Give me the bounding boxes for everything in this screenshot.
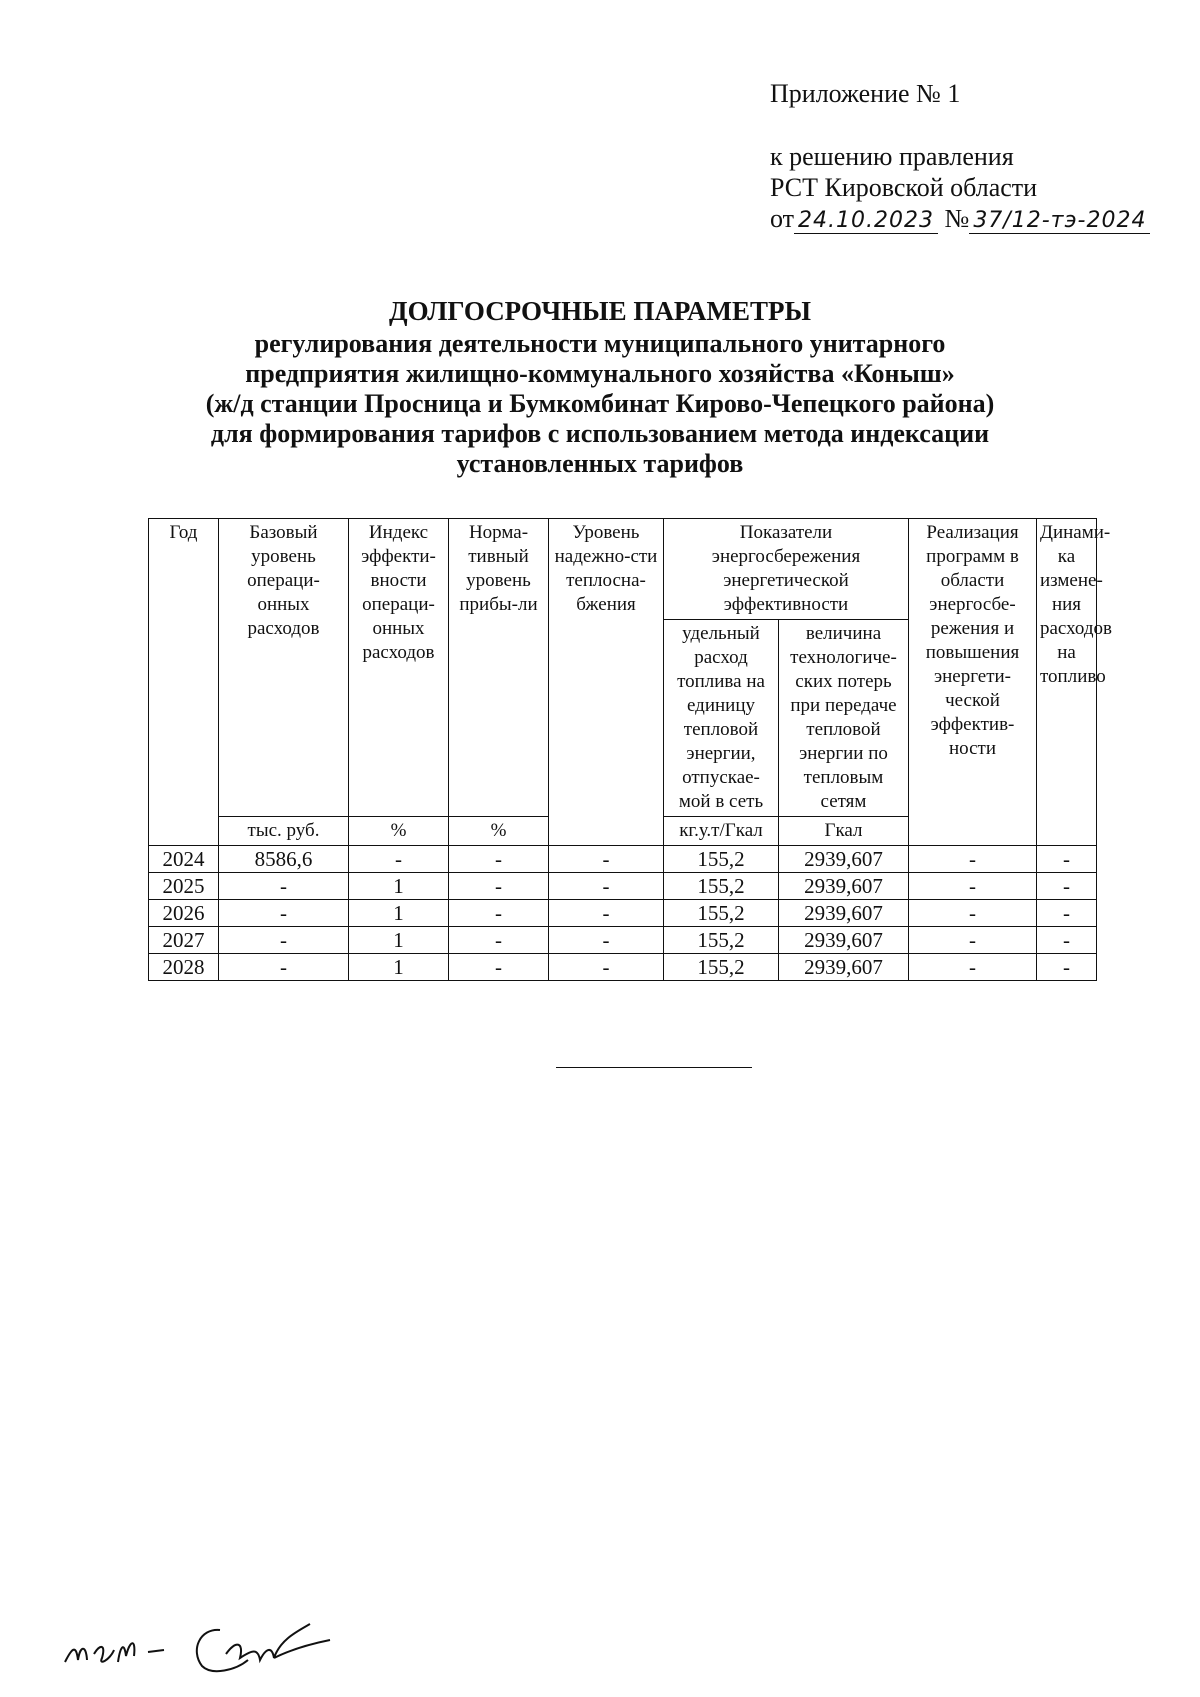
cell-year: 2026 [149,900,219,927]
cell-profit: - [449,846,549,873]
cell-base: - [219,927,349,954]
heading-main: ДОЛГОСРОЧНЫЕ ПАРАМЕТРЫ [389,296,811,326]
unit-losses: Гкал [779,817,909,846]
appendix-block [770,78,1170,234]
cell-fuel: 155,2 [664,927,779,954]
header-programs: Реализация программ в области энергосбе-режения и повышения энергети-ческой эффектив-ности [909,519,1037,846]
cell-fuel: 155,2 [664,873,779,900]
cell-dynamics: - [1037,954,1097,981]
cell-base: - [219,873,349,900]
cell-profit: - [449,900,549,927]
heading-line: предприятия жилищно-коммунального хозяйства «Коныш» [245,359,955,388]
cell-dynamics: - [1037,927,1097,954]
end-rule [556,1067,752,1068]
cell-programs: - [909,954,1037,981]
cell-reliability: - [549,873,664,900]
cell-losses: 2939,607 [779,927,909,954]
heading-line: для формирования тарифов с использованием метода индексации [210,419,990,448]
cell-year: 2025 [149,873,219,900]
cell-base: 8586,6 [219,846,349,873]
unit-index: % [349,817,449,846]
cell-losses: 2939,607 [779,846,909,873]
cell-programs: - [909,873,1037,900]
header-base-level: Базовый уровень операци-онных расходов [219,519,349,817]
cell-reliability: - [549,927,664,954]
cell-index: - [349,846,449,873]
signature-stroke [65,1643,164,1662]
cell-year: 2028 [149,954,219,981]
cell-losses: 2939,607 [779,954,909,981]
cell-index: 1 [349,900,449,927]
handwritten-signature [60,1610,400,1680]
header-energy-indicators: Показатели энергосбережения энергетической эффективности [664,519,909,620]
date-prefix: от [770,204,795,233]
table-row [149,900,1097,927]
cell-programs: - [909,846,1037,873]
cell-reliability: - [549,900,664,927]
cell-programs: - [909,927,1037,954]
cell-fuel: 155,2 [664,846,779,873]
heading-line: регулирования деятельности муниципального унитарного [254,329,946,358]
table-row [149,873,1097,900]
header-fuel-consumption: удельный расход топлива на единицу тепловой энергии, отпускае-мой в сеть [664,620,779,817]
cell-dynamics: - [1037,846,1097,873]
parameters-table [148,518,1112,981]
cell-index: 1 [349,954,449,981]
decision-date: 24.10.2023 [794,209,938,234]
cell-profit: - [449,927,549,954]
cell-fuel: 155,2 [664,900,779,927]
appendix-authority-line: РСТ Кировской области [770,173,1038,202]
number-prefix: № [944,204,970,233]
cell-dynamics: - [1037,873,1097,900]
table-row [149,927,1097,954]
appendix-title: Приложение № 1 [770,79,961,108]
header-reliability: Уровень надежно-сти теплосна-бжения [549,519,664,846]
cell-profit: - [449,954,549,981]
heading-line: установленных тарифов [456,449,744,478]
signature-stroke [197,1624,330,1671]
header-year: Год [149,519,219,846]
appendix-date-number-line [770,203,1170,234]
document-heading [150,296,1050,479]
cell-index: 1 [349,927,449,954]
cell-losses: 2939,607 [779,900,909,927]
cell-losses: 2939,607 [779,873,909,900]
header-profit-level: Норма-тивный уровень прибы-ли [449,519,549,817]
cell-reliability: - [549,954,664,981]
cell-reliability: - [549,846,664,873]
header-row [149,519,1097,620]
cell-dynamics: - [1037,900,1097,927]
table-row [149,954,1097,981]
header-efficiency-index: Индекс эффекти-вности операци-онных расходов [349,519,449,817]
appendix-gap [770,109,1170,141]
heading-line: (ж/д станции Просница и Бумкомбинат Кирово-Чепецкого района) [205,389,995,418]
cell-index: 1 [349,873,449,900]
unit-fuel: кг.у.т/Гкал [664,817,779,846]
cell-programs: - [909,900,1037,927]
cell-year: 2024 [149,846,219,873]
cell-base: - [219,900,349,927]
appendix-decision-line: к решению правления [770,142,1014,171]
unit-base: тыс. руб. [219,817,349,846]
header-fuel-dynamics: Динами-ка измене-ния расходов на топливо [1037,519,1097,846]
cell-year: 2027 [149,927,219,954]
table-row [149,846,1097,873]
cell-base: - [219,954,349,981]
cell-profit: - [449,873,549,900]
decision-number: 37/12-тэ-2024 [969,209,1150,234]
unit-profit: % [449,817,549,846]
cell-fuel: 155,2 [664,954,779,981]
header-heat-losses: величина технологиче-ских потерь при передаче тепловой энергии по тепловым сетям [779,620,909,817]
